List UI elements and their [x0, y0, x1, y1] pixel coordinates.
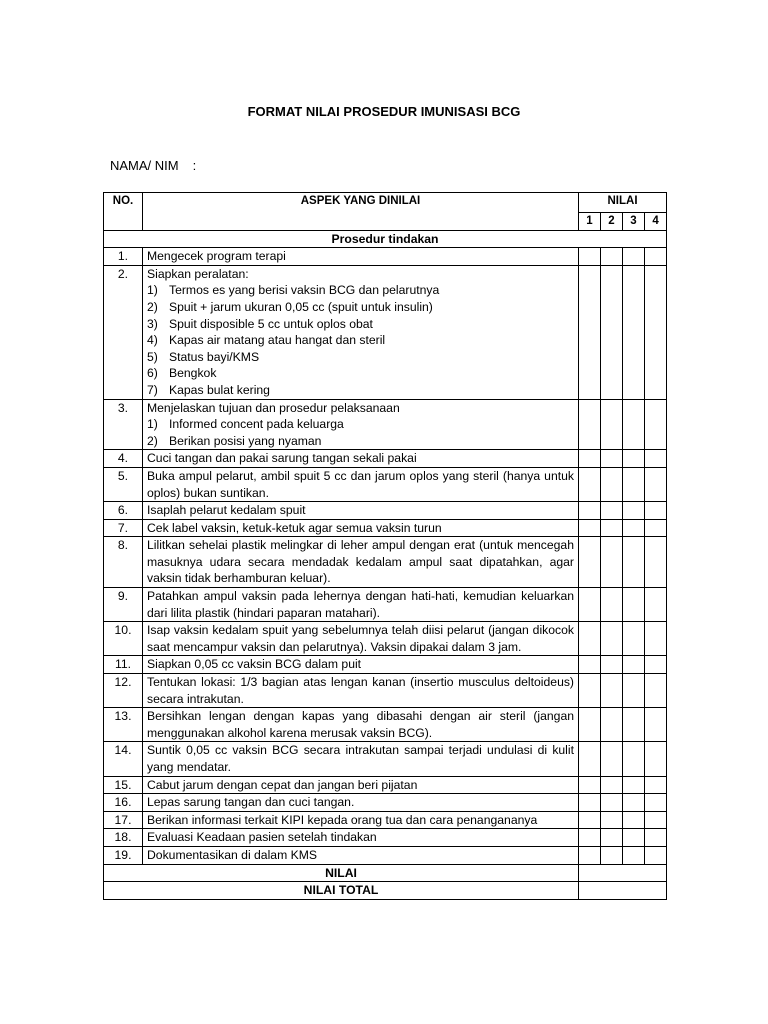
row-aspek [143, 622, 579, 656]
aspek-text: Lepas sarung tangan dan cuci tangan. [147, 795, 355, 810]
score-cell-1[interactable] [579, 811, 601, 829]
table-row [104, 776, 667, 794]
score-cell-3[interactable] [623, 622, 645, 656]
score-cell-4[interactable] [645, 265, 667, 399]
row-aspek [143, 794, 579, 812]
aspek-text: Buka ampul pelarut, ambil spuit 5 cc dan jarum oplos yang steril (hanya untuk oplos) bukan suntikan. [147, 468, 574, 500]
score-cell-1[interactable] [579, 248, 601, 266]
sub-list-item [147, 349, 574, 366]
row-number: 8. [104, 537, 143, 588]
sub-item-text: Termos es yang berisi vaksin BCG dan pelarutnya [169, 283, 440, 298]
sub-item-text: Spuit + jarum ukuran 0,05 cc (spuit untuk insulin) [169, 299, 433, 314]
score-cell-2[interactable] [601, 742, 623, 776]
row-number: 9. [104, 588, 143, 622]
nama-nim-colon: : [192, 158, 197, 173]
score-cell-4[interactable] [645, 708, 667, 742]
row-number: 7. [104, 519, 143, 537]
table-row [104, 399, 667, 450]
row-aspek [143, 537, 579, 588]
score-cell-1[interactable] [579, 265, 601, 399]
score-cell-2[interactable] [601, 846, 623, 864]
row-number: 11. [104, 656, 143, 674]
row-number: 5. [104, 467, 143, 501]
row-aspek [143, 811, 579, 829]
sub-item-number: 4) [147, 333, 158, 348]
score-cell-4[interactable] [645, 846, 667, 864]
table-row [104, 502, 667, 520]
score-cell-4[interactable] [645, 674, 667, 708]
row-number: 17. [104, 811, 143, 829]
sub-item-number: 3) [147, 316, 158, 331]
footer-nilai: NILAI [104, 864, 579, 882]
sub-list-item [147, 416, 574, 433]
score-cell-4[interactable] [645, 622, 667, 656]
nama-nim-text: NAMA/ NIM [110, 158, 179, 173]
score-cell-1[interactable] [579, 450, 601, 468]
header-score-3: 3 [623, 213, 645, 231]
row-aspek [143, 519, 579, 537]
score-cell-4[interactable] [645, 467, 667, 501]
score-cell-3[interactable] [623, 248, 645, 266]
aspek-text: Siapkan 0,05 cc vaksin BCG dalam puit [147, 657, 362, 672]
nama-nim-label [110, 158, 196, 173]
score-cell-4[interactable] [645, 794, 667, 812]
sub-item-number: 5) [147, 349, 158, 364]
score-cell-3[interactable] [623, 467, 645, 501]
section-header: Prosedur tindakan [104, 230, 667, 248]
aspek-text: Cek label vaksin, ketuk-ketuk agar semua vaksin turun [147, 520, 442, 535]
score-cell-1[interactable] [579, 674, 601, 708]
score-cell-3[interactable] [623, 708, 645, 742]
sub-item-text: Status bayi/KMS [169, 349, 260, 364]
score-cell-1[interactable] [579, 588, 601, 622]
row-aspek [143, 776, 579, 794]
table-row [104, 846, 667, 864]
table-row [104, 742, 667, 776]
row-number: 14. [104, 742, 143, 776]
row-number: 19. [104, 846, 143, 864]
score-cell-1[interactable] [579, 846, 601, 864]
score-cell-3[interactable] [623, 519, 645, 537]
sub-item-text: Kapas air matang atau hangat dan steril [169, 333, 386, 348]
score-cell-3[interactable] [623, 265, 645, 399]
score-cell-1[interactable] [579, 742, 601, 776]
aspek-text: Siapkan peralatan: [147, 266, 249, 281]
score-cell-1[interactable] [579, 519, 601, 537]
score-cell-3[interactable] [623, 811, 645, 829]
score-cell-2[interactable] [601, 811, 623, 829]
table-row [104, 519, 667, 537]
score-cell-2[interactable] [601, 450, 623, 468]
score-cell-3[interactable] [623, 399, 645, 450]
score-cell-4[interactable] [645, 502, 667, 520]
sub-item-number: 1) [147, 283, 158, 298]
score-cell-1[interactable] [579, 467, 601, 501]
header-score-4: 4 [645, 213, 667, 231]
score-cell-3[interactable] [623, 794, 645, 812]
score-cell-2[interactable] [601, 776, 623, 794]
score-cell-3[interactable] [623, 502, 645, 520]
header-nilai: NILAI [579, 193, 667, 213]
table-row [104, 708, 667, 742]
score-cell-1[interactable] [579, 537, 601, 588]
score-cell-2[interactable] [601, 674, 623, 708]
row-number: 6. [104, 502, 143, 520]
score-cell-2[interactable] [601, 656, 623, 674]
table-row [104, 674, 667, 708]
score-cell-2[interactable] [601, 248, 623, 266]
header-score-1: 1 [579, 213, 601, 231]
sub-list [147, 282, 574, 398]
score-cell-2[interactable] [601, 794, 623, 812]
score-cell-4[interactable] [645, 776, 667, 794]
aspek-text: Isaplah pelarut kedalam spuit [147, 503, 306, 518]
table-row [104, 811, 667, 829]
header-no: NO. [104, 193, 143, 231]
score-cell-1[interactable] [579, 399, 601, 450]
sub-item-text: Kapas bulat kering [169, 382, 270, 397]
row-aspek [143, 588, 579, 622]
sub-item-number: 6) [147, 366, 158, 381]
score-cell-2[interactable] [601, 537, 623, 588]
row-aspek [143, 656, 579, 674]
footer-nilai-total: NILAI TOTAL [104, 882, 579, 900]
aspek-text: Bersihkan lengan dengan kapas yang dibasahi dengan air steril (jangan menggunakan alkohol karena merusak vaksin BCG). [147, 709, 574, 740]
score-cell-2[interactable] [601, 519, 623, 537]
row-number: 15. [104, 776, 143, 794]
sub-item-number: 2) [147, 433, 158, 448]
score-cell-4[interactable] [645, 537, 667, 588]
table-row [104, 467, 667, 501]
header-score-2: 2 [601, 213, 623, 231]
score-cell-2[interactable] [601, 399, 623, 450]
row-aspek [143, 248, 579, 266]
header-aspek: ASPEK YANG DINILAI [143, 193, 579, 231]
score-cell-1[interactable] [579, 794, 601, 812]
sub-list-item [147, 382, 574, 399]
aspek-text: Lilitkan sehelai plastik melingkar di leher ampul dengan erat (untuk mencegah masuknya udara secara mendadak kedalam ampul saat dipatahkan, agar vaksin tidak berhamburan keluar). [147, 538, 574, 586]
score-cell-2[interactable] [601, 265, 623, 399]
score-cell-3[interactable] [623, 776, 645, 794]
row-number: 12. [104, 674, 143, 708]
footer-nilai-value[interactable] [579, 864, 667, 882]
assessment-table [103, 192, 667, 900]
row-aspek [143, 467, 579, 501]
score-cell-4[interactable] [645, 519, 667, 537]
aspek-text: Cuci tangan dan pakai sarung tangan sekali pakai [147, 451, 417, 466]
score-cell-1[interactable] [579, 829, 601, 847]
sub-list-item [147, 433, 574, 450]
aspek-text: Cabut jarum dengan cepat dan jangan beri pijatan [147, 777, 418, 792]
sub-list-item [147, 332, 574, 349]
document-title: FORMAT NILAI PROSEDUR IMUNISASI BCG [247, 104, 521, 119]
sub-item-text: Informed concent pada keluarga [169, 417, 344, 432]
score-cell-4[interactable] [645, 450, 667, 468]
sub-item-number: 7) [147, 382, 158, 397]
score-cell-3[interactable] [623, 829, 645, 847]
score-cell-2[interactable] [601, 708, 623, 742]
score-cell-1[interactable] [579, 622, 601, 656]
score-cell-1[interactable] [579, 656, 601, 674]
table-body [104, 230, 667, 864]
aspek-text: Dokumentasikan di dalam KMS [147, 847, 318, 862]
table-row [104, 450, 667, 468]
score-cell-2[interactable] [601, 588, 623, 622]
aspek-text: Menjelaskan tujuan dan prosedur pelaksanaan [147, 400, 400, 415]
sub-item-text: Bengkok [169, 366, 217, 381]
score-cell-2[interactable] [601, 622, 623, 656]
score-cell-3[interactable] [623, 450, 645, 468]
aspek-text: Mengecek program terapi [147, 249, 286, 264]
table-row [104, 829, 667, 847]
row-aspek [143, 742, 579, 776]
table-row [104, 537, 667, 588]
sub-item-text: Spuit disposible 5 cc untuk oplos obat [169, 316, 373, 331]
score-cell-2[interactable] [601, 502, 623, 520]
score-cell-4[interactable] [645, 656, 667, 674]
score-cell-4[interactable] [645, 248, 667, 266]
row-number: 1. [104, 248, 143, 266]
sub-list-item [147, 282, 574, 299]
table-row [104, 622, 667, 656]
table-row [104, 248, 667, 266]
sub-list [147, 416, 574, 449]
sub-list-item [147, 316, 574, 333]
row-number: 18. [104, 829, 143, 847]
table-row [104, 588, 667, 622]
score-cell-2[interactable] [601, 829, 623, 847]
score-cell-3[interactable] [623, 588, 645, 622]
table-row [104, 656, 667, 674]
row-aspek [143, 450, 579, 468]
score-cell-4[interactable] [645, 399, 667, 450]
row-number: 4. [104, 450, 143, 468]
aspek-text: Patahkan ampul vaksin pada lehernya dengan hati-hati, kemudian keluarkan dari lilita plastik (hindari paparan matahari). [147, 589, 574, 620]
score-cell-3[interactable] [623, 537, 645, 588]
score-cell-4[interactable] [645, 742, 667, 776]
row-aspek [143, 674, 579, 708]
row-number: 3. [104, 399, 143, 450]
row-number: 16. [104, 794, 143, 812]
score-cell-4[interactable] [645, 829, 667, 847]
aspek-text: Isap vaksin kedalam spuit yang sebelumnya telah diisi pelarut (jangan dikocok saat mencampur vaksin dan pelarutnya). Vaksin dipakai dalam 3 jam. [147, 623, 574, 654]
sub-item-number: 1) [147, 417, 158, 432]
aspek-text: Suntik 0,05 cc vaksin BCG secara intrakutan sampai terjadi undulasi di kulit yang mendatar. [147, 743, 574, 774]
table-row [104, 794, 667, 812]
row-aspek [143, 265, 579, 399]
score-cell-1[interactable] [579, 776, 601, 794]
sub-item-number: 2) [147, 299, 158, 314]
aspek-text: Tentukan lokasi: 1/3 bagian atas lengan kanan (insertio musculus deltoideus) secara intrakutan. [147, 675, 574, 706]
score-cell-3[interactable] [623, 656, 645, 674]
row-aspek [143, 502, 579, 520]
score-cell-3[interactable] [623, 846, 645, 864]
score-cell-4[interactable] [645, 588, 667, 622]
aspek-text: Evaluasi Keadaan pasien setelah tindakan [147, 830, 377, 845]
score-cell-1[interactable] [579, 708, 601, 742]
score-cell-2[interactable] [601, 467, 623, 501]
row-aspek [143, 829, 579, 847]
footer-nilai-total-value[interactable] [579, 882, 667, 900]
row-aspek [143, 846, 579, 864]
row-number: 2. [104, 265, 143, 399]
sub-item-text: Berikan posisi yang nyaman [169, 433, 322, 448]
score-cell-1[interactable] [579, 502, 601, 520]
row-number: 10. [104, 622, 143, 656]
score-cell-3[interactable] [623, 674, 645, 708]
row-number: 13. [104, 708, 143, 742]
score-cell-4[interactable] [645, 811, 667, 829]
row-aspek [143, 399, 579, 450]
aspek-text: Berikan informasi terkait KIPI kepada orang tua dan cara penangananya [147, 812, 538, 827]
sub-list-item [147, 299, 574, 316]
table-row [104, 265, 667, 399]
row-aspek [143, 708, 579, 742]
sub-list-item [147, 365, 574, 382]
score-cell-3[interactable] [623, 742, 645, 776]
